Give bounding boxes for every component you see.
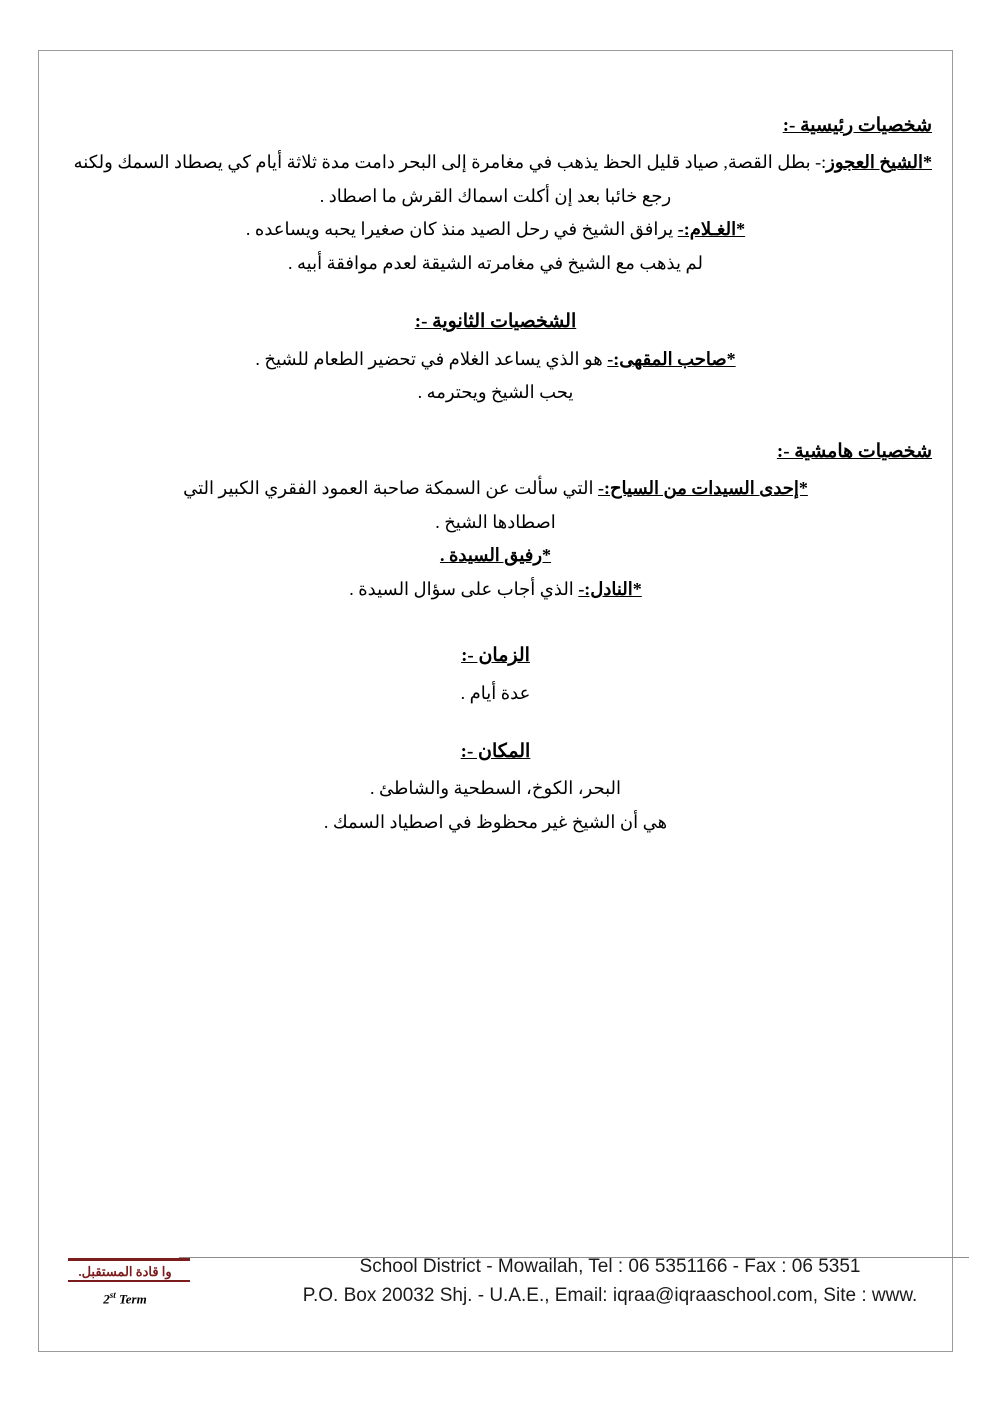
footer-contact [200, 1252, 992, 1311]
paragraph-lead: *صاحب المقهى:- [607, 348, 736, 369]
section-time [59, 641, 932, 709]
logo-bar-bottom [68, 1280, 190, 1282]
paragraph-text: اصطادها الشيخ . [435, 511, 556, 532]
document-content [39, 51, 952, 840]
school-logo [60, 1258, 190, 1307]
paragraph-text: يحب الشيخ ويحترمه . [417, 382, 574, 403]
paragraph [59, 344, 932, 376]
spacer [59, 411, 932, 437]
paragraph-text: هو الذي يساعد الغلام في تحضير الطعام للشيخ . [255, 348, 608, 369]
paragraph [59, 678, 932, 710]
paragraph-text: يرافق الشيخ في رحل الصيد منذ كان صغيرا يحبه ويساعده . [245, 219, 678, 240]
paragraph-lead: *رفيق السيدة . [439, 545, 552, 566]
logo-arabic-text: وا قادة المستقبل. [78, 1264, 172, 1279]
paragraph [59, 473, 932, 505]
section-heading: شخصيات رئيسية -: [782, 115, 932, 136]
spacer [59, 711, 932, 737]
paragraph [59, 214, 932, 246]
section-heading: المكان -: [460, 741, 531, 763]
paragraph-text: الذي أجاب على سؤال السيدة . [349, 578, 579, 599]
paragraph-text: رجع خائبا بعد إن أكلت اسماك القرش ما اصطاد . [319, 185, 672, 206]
paragraph [59, 181, 932, 213]
section-heading: الزمان -: [461, 645, 530, 667]
section-heading: الشخصيات الثانوية -: [414, 311, 577, 333]
paragraph [59, 147, 932, 179]
document-page [38, 50, 953, 1352]
paragraph-text: البحر، الكوخ، السطحية والشاطئ . [370, 778, 621, 799]
paragraph [59, 507, 932, 539]
paragraph [59, 773, 932, 805]
spacer [59, 607, 932, 641]
paragraph-lead: *الغـلام:- [677, 219, 746, 240]
paragraph-text: عدة أيام . [460, 682, 531, 703]
spacer [59, 281, 932, 307]
paragraph [59, 248, 932, 280]
paragraph [59, 807, 932, 839]
paragraph-lead: *الشيخ العجوز [826, 152, 932, 173]
term-number: 2 [103, 1291, 110, 1307]
paragraph [59, 540, 932, 572]
term-word: Term [119, 1291, 147, 1307]
section-secondary-characters [59, 307, 932, 408]
paragraph-lead: *النادل:- [578, 578, 642, 599]
paragraph [59, 574, 932, 606]
paragraph-text: :- بطل القصة, صياد قليل الحظ يذهب في مغامرة إلى البحر دامت مدة ثلاثة أيام كي يصطاد السمك ولكنه [73, 152, 827, 173]
footer-line-1: School District - Mowailah, Tel : 06 5351166 - Fax : 06 5351 [359, 1256, 861, 1277]
paragraph-text: لم يذهب مع الشيخ في مغامرته الشيقة لعدم موافقة أبيه . [288, 252, 703, 273]
term-suffix: st [109, 1290, 116, 1300]
section-heading: شخصيات هامشية -: [776, 440, 932, 462]
paragraph [59, 377, 932, 409]
section-place [59, 737, 932, 838]
section-main-characters [59, 111, 932, 279]
term-label [60, 1290, 190, 1307]
logo-bar-top [68, 1258, 190, 1261]
section-marginal-characters [59, 437, 932, 605]
paragraph-lead: *إحدى السيدات من السياح:- [597, 478, 808, 499]
footer-line-2: P.O. Box 20032 Shj. - U.A.E., Email: iqraa@iqraaschool.com, Site : www. [302, 1285, 918, 1307]
paragraph-text: التي سألت عن السمكة صاحبة العمود الفقري الكبير التي [183, 478, 598, 499]
paragraph-text: هي أن الشيخ غير محظوظ في اصطياد السمك . [323, 811, 668, 832]
page-footer [0, 1212, 992, 1322]
